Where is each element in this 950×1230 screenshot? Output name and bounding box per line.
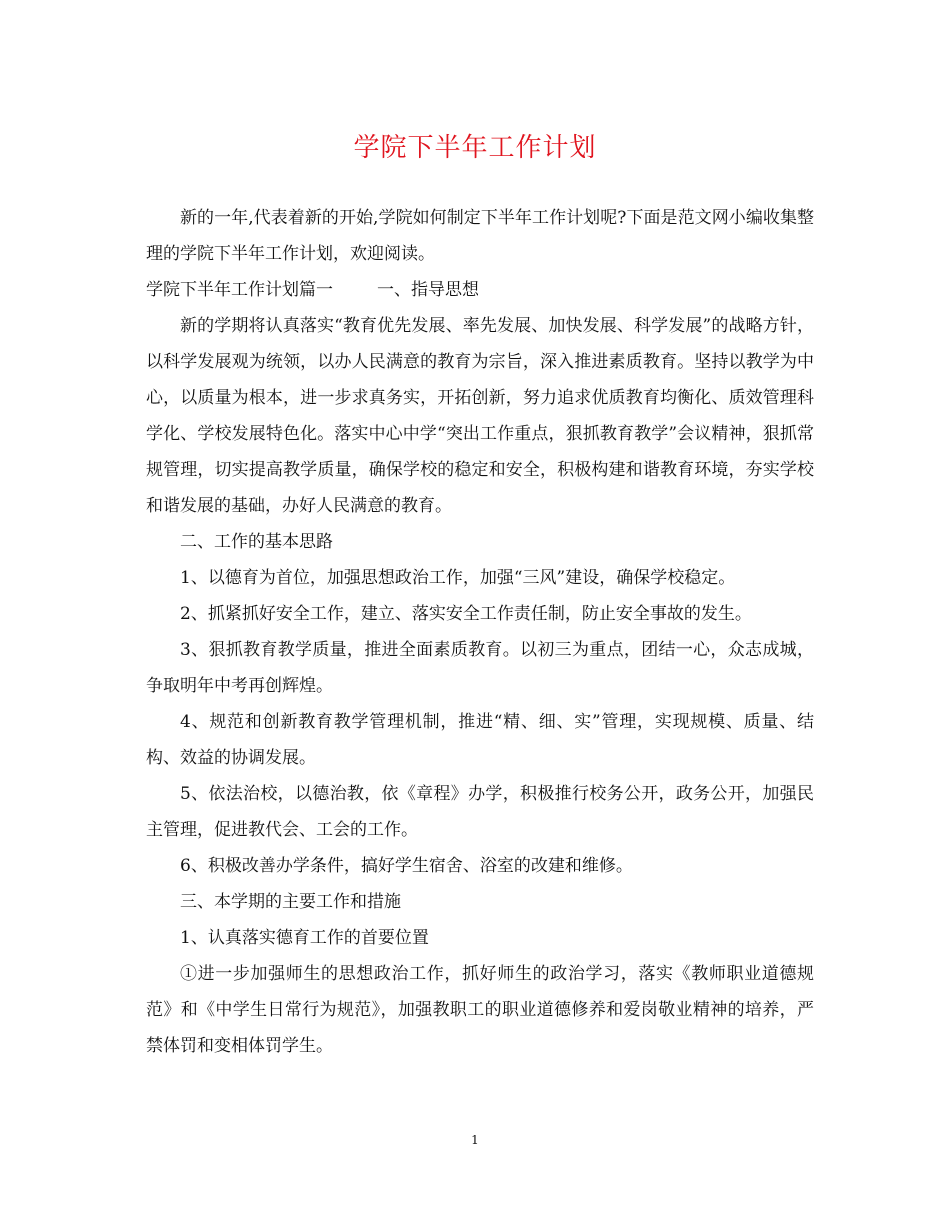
section-heading [146, 272, 814, 308]
heading-main-work: 三、本学期的主要工作和措施 [180, 892, 401, 912]
list-item: 3、狠抓教育教学质量，推进全面素质教育。以初三为重点，团结一心，众志成城，争取明年中考再创辉煌。 [146, 640, 814, 696]
page-number: 1 [471, 1133, 479, 1147]
point-paragraph: ①进一步加强师生的思想政治工作，抓好师生的政治学习，落实《教师职业道德规范》和《中学生日常行为规范》，加强教职工的职业道德修养和爱岗敬业精神的培养，严禁体罚和变相体罚学生。 [146, 964, 814, 1056]
list-item: 5、依法治校，以德治教，依《章程》办学，积极推行校务公开，政务公开，加强民主管理，促进教代会、工会的工作。 [146, 784, 814, 840]
list-item: 1、以德育为首位，加强思想政治工作，加强“三风”建设，确保学校稳定。 [180, 568, 736, 588]
sub-heading: 1、认真落实德育工作的首要位置 [180, 928, 429, 948]
intro-paragraph: 新的一年,代表着新的开始,学院如何制定下半年工作计划呢?下面是范文网小编收集整理的学院下半年工作计划，欢迎阅读。 [146, 208, 814, 264]
guiding-thought-paragraph: 新的学期将认真落实“教育优先发展、率先发展、加快发展、科学发展”的战略方针，以科学发展观为统领，以办人民满意的教育为宗旨，深入推进素质教育。坚持以教学为中心，以质量为根本，进一步求真务实，开拓创新，努力追求优质教育均衡化、质效管理科学化、学校发展特色化。落实中心中学“突出工作重点，狠抓教育教学”会议精神，狠抓常规管理，切实提高教学质量，确保学校的稳定和安全，积极构建和谐教育环境，夯实学校和谐发展的基础，办好人民满意的教育。 [146, 316, 814, 516]
list-item: 4、规范和创新教育教学管理机制，推进“精、细、实”管理，实现规模、质量、结构、效益的协调发展。 [146, 712, 814, 768]
section-heading-left: 学院下半年工作计划篇一 [146, 280, 333, 300]
list-item: 2、抓紧抓好安全工作，建立、落实安全工作责任制，防止安全事故的发生。 [180, 604, 752, 624]
heading-basic-ideas: 二、工作的基本思路 [180, 532, 333, 552]
list-item: 6、积极改善办学条件，搞好学生宿舍、浴室的改建和维修。 [180, 856, 633, 876]
document-title: 学院下半年工作计划 [353, 133, 597, 163]
section-heading-right: 一、指导思想 [377, 280, 479, 300]
document-body [146, 200, 814, 1064]
